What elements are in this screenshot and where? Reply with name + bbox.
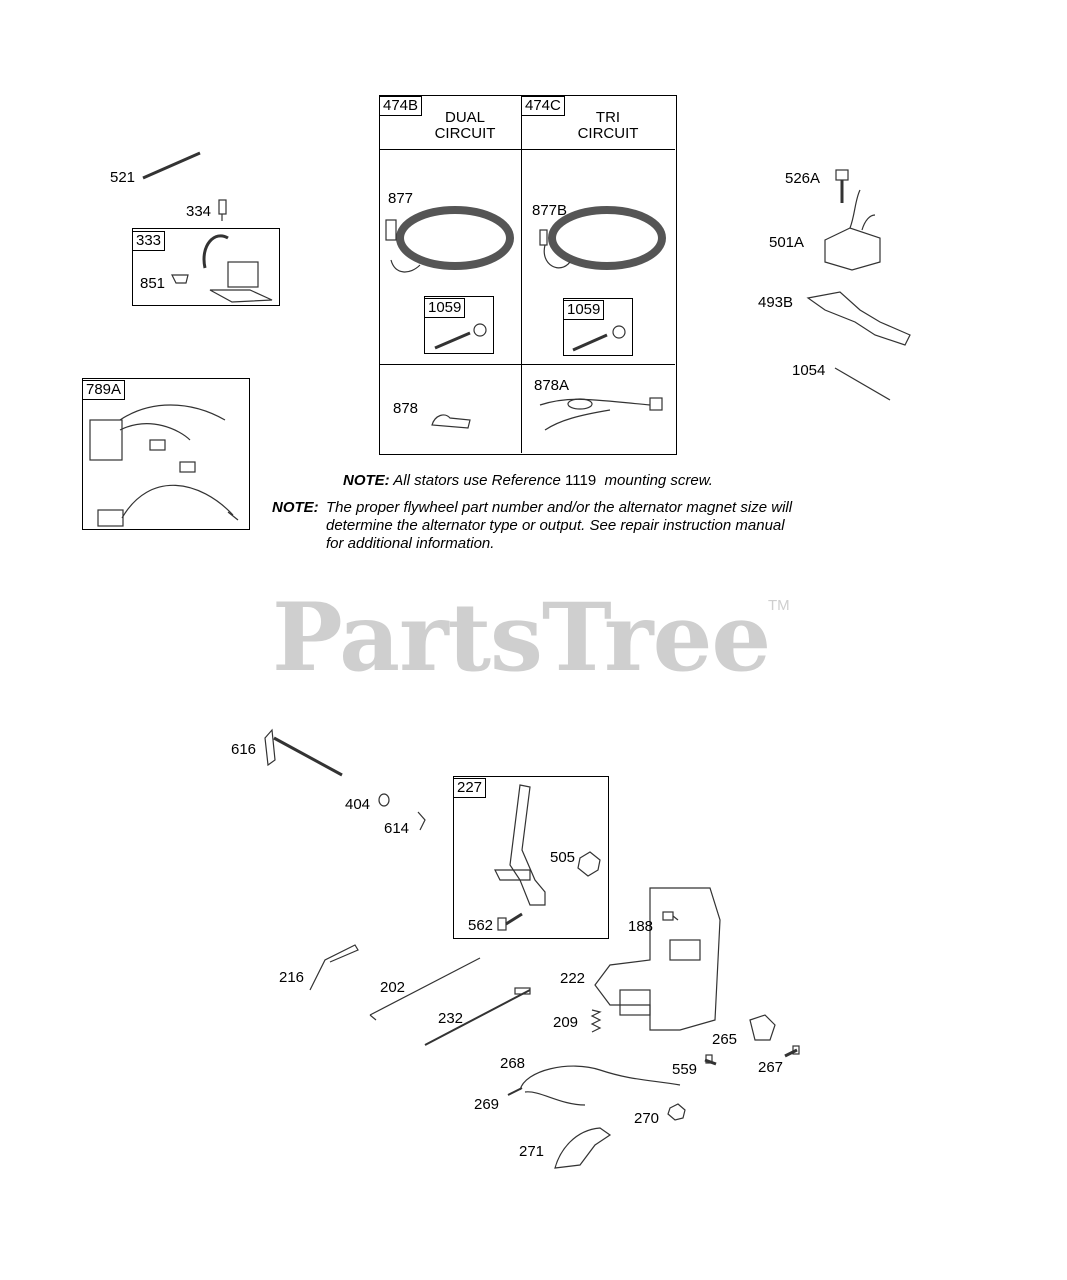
label-188: 188	[628, 918, 654, 935]
label-878: 878	[393, 400, 419, 417]
tag-1059-tri: 1059	[563, 300, 604, 320]
stator-lower-rule	[379, 364, 675, 365]
label-878A: 878A	[534, 377, 570, 394]
part-1054-tie-drawing	[835, 368, 890, 400]
tag-789A: 789A	[82, 380, 125, 400]
note-1-ref: 1119	[565, 472, 597, 489]
label-268: 268	[500, 1055, 526, 1072]
part-493B-bracket-drawing	[808, 292, 910, 345]
note-1-tail: mounting screw.	[604, 472, 713, 489]
part-334-screw-drawing	[219, 200, 226, 221]
part-267-screw-drawing	[785, 1046, 799, 1056]
note-2-line-1: The proper flywheel part number and/or the alternator magnet size will	[326, 499, 793, 516]
label-1054: 1054	[792, 362, 826, 379]
note-2-prefix	[272, 499, 319, 517]
label-851: 851	[140, 275, 166, 292]
note-1-text: All stators use Reference	[393, 472, 561, 489]
label-616: 616	[231, 741, 257, 758]
label-267: 267	[758, 1059, 784, 1076]
box-789A	[82, 378, 250, 530]
label-559: 559	[672, 1061, 698, 1078]
label-216: 216	[279, 969, 305, 986]
tag-1059-dual: 1059	[424, 298, 465, 318]
part-265-block-drawing	[750, 1015, 775, 1040]
note-1	[343, 472, 713, 490]
label-334: 334	[186, 203, 212, 220]
label-222: 222	[560, 970, 586, 987]
label-877: 877	[388, 190, 414, 207]
box-227	[453, 776, 609, 939]
part-526A-bolt-drawing	[836, 170, 848, 203]
partstree-watermark: PartsTree	[272, 583, 771, 693]
header-tri: TRI	[595, 109, 621, 126]
label-269: 269	[474, 1096, 500, 1113]
label-232: 232	[438, 1010, 464, 1027]
label-209: 209	[553, 1014, 579, 1031]
trademark-mark: TM	[768, 597, 790, 614]
tag-474B: 474B	[379, 96, 422, 116]
part-268-cable-drawing	[508, 1066, 680, 1105]
part-222-bracket-drawing	[595, 888, 720, 1030]
part-270-nut-drawing	[668, 1104, 685, 1120]
part-559-screw-drawing	[705, 1055, 716, 1064]
part-271-lever-drawing	[555, 1128, 610, 1168]
stator-header-rule	[379, 149, 675, 150]
label-270: 270	[634, 1110, 660, 1127]
tag-333: 333	[132, 231, 165, 251]
label-614: 614	[384, 820, 410, 837]
label-526A: 526A	[785, 170, 821, 187]
header-circuit-dual: CIRCUIT	[434, 125, 496, 142]
label-877B: 877B	[532, 202, 568, 219]
part-404-washer-drawing	[379, 794, 389, 806]
label-521: 521	[110, 169, 136, 186]
label-265: 265	[712, 1031, 738, 1048]
label-501A: 501A	[769, 234, 805, 251]
note-2-line-3: for additional information.	[326, 535, 495, 552]
part-616-shaft-drawing	[265, 730, 342, 775]
note-1-prefix: NOTE:	[343, 472, 390, 489]
part-209-spring-drawing	[592, 1010, 600, 1032]
note-2-prefix-text: NOTE:	[272, 499, 319, 516]
label-271: 271	[519, 1143, 545, 1160]
label-493B: 493B	[758, 294, 794, 311]
header-circuit-tri: CIRCUIT	[577, 125, 639, 142]
label-562: 562	[468, 917, 494, 934]
part-216-link-drawing	[310, 945, 358, 990]
part-188-bolt-drawing	[663, 912, 678, 920]
label-505: 505	[550, 849, 576, 866]
tag-227: 227	[453, 778, 486, 798]
part-521-rod-drawing	[143, 153, 200, 178]
note-2-line-2: determine the alternator type or output. See repair instruction manual	[326, 517, 785, 534]
part-614-pin-drawing	[418, 812, 425, 830]
label-404: 404	[345, 796, 371, 813]
label-202: 202	[380, 979, 406, 996]
part-501A-regulator-drawing	[825, 190, 880, 270]
header-dual: DUAL	[444, 109, 485, 126]
tag-474C: 474C	[521, 96, 565, 116]
